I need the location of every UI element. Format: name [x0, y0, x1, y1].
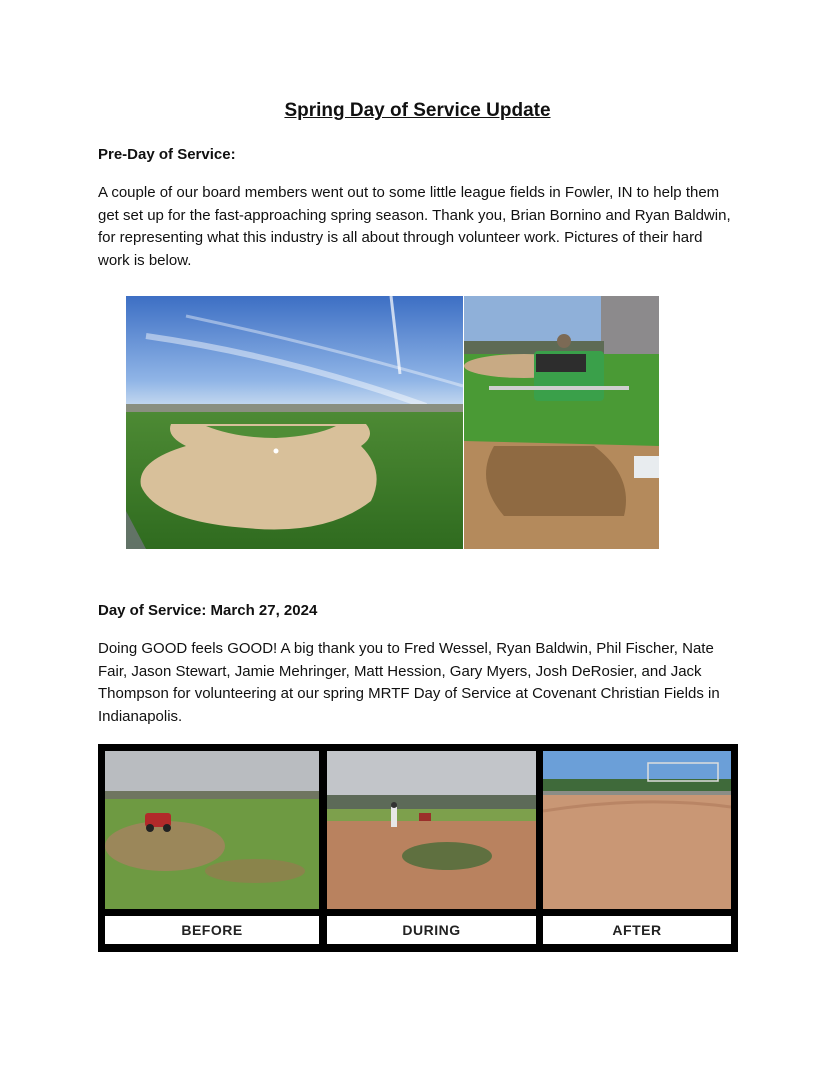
after-photo	[543, 751, 731, 909]
before-cell	[105, 751, 319, 945]
after-label: AFTER	[543, 916, 731, 944]
day-of-paragraph: Doing GOOD feels GOOD! A big thank you to Fred Wessel, Ryan Baldwin, Phil Fischer, Nate Fair, Jason Stewart, Jamie Mehringer, Matt Hession, Gary Myers, Josh DeRosier, and Jack Thompson for volunteering at our spring MRTF Day of Service at Covenant Christian Fields in Indianapolis.	[98, 640, 720, 725]
pre-day-heading: Pre-Day of Service:	[98, 146, 236, 163]
before-label: BEFORE	[105, 916, 319, 944]
during-cell	[327, 751, 536, 945]
pre-day-paragraph: A couple of our board members went out to some little league fields in Fowler, IN to help them get set up for the fast-approaching spring season. Thank you, Brian Bornino and Ryan Baldwin, for representing what this industry is all about through volunteer work. Pictures of their hard work is below.	[98, 184, 731, 269]
pre-day-photo-row	[126, 296, 659, 549]
page-title: Spring Day of Service Update	[284, 100, 551, 121]
during-photo	[327, 751, 536, 909]
before-during-after-panel	[98, 744, 738, 952]
infield-photo	[126, 296, 463, 549]
after-cell	[543, 751, 731, 945]
mound-photo	[464, 296, 659, 549]
during-label: DURING	[327, 916, 536, 944]
before-photo	[105, 751, 319, 909]
day-of-heading: Day of Service: March 27, 2024	[98, 602, 318, 619]
